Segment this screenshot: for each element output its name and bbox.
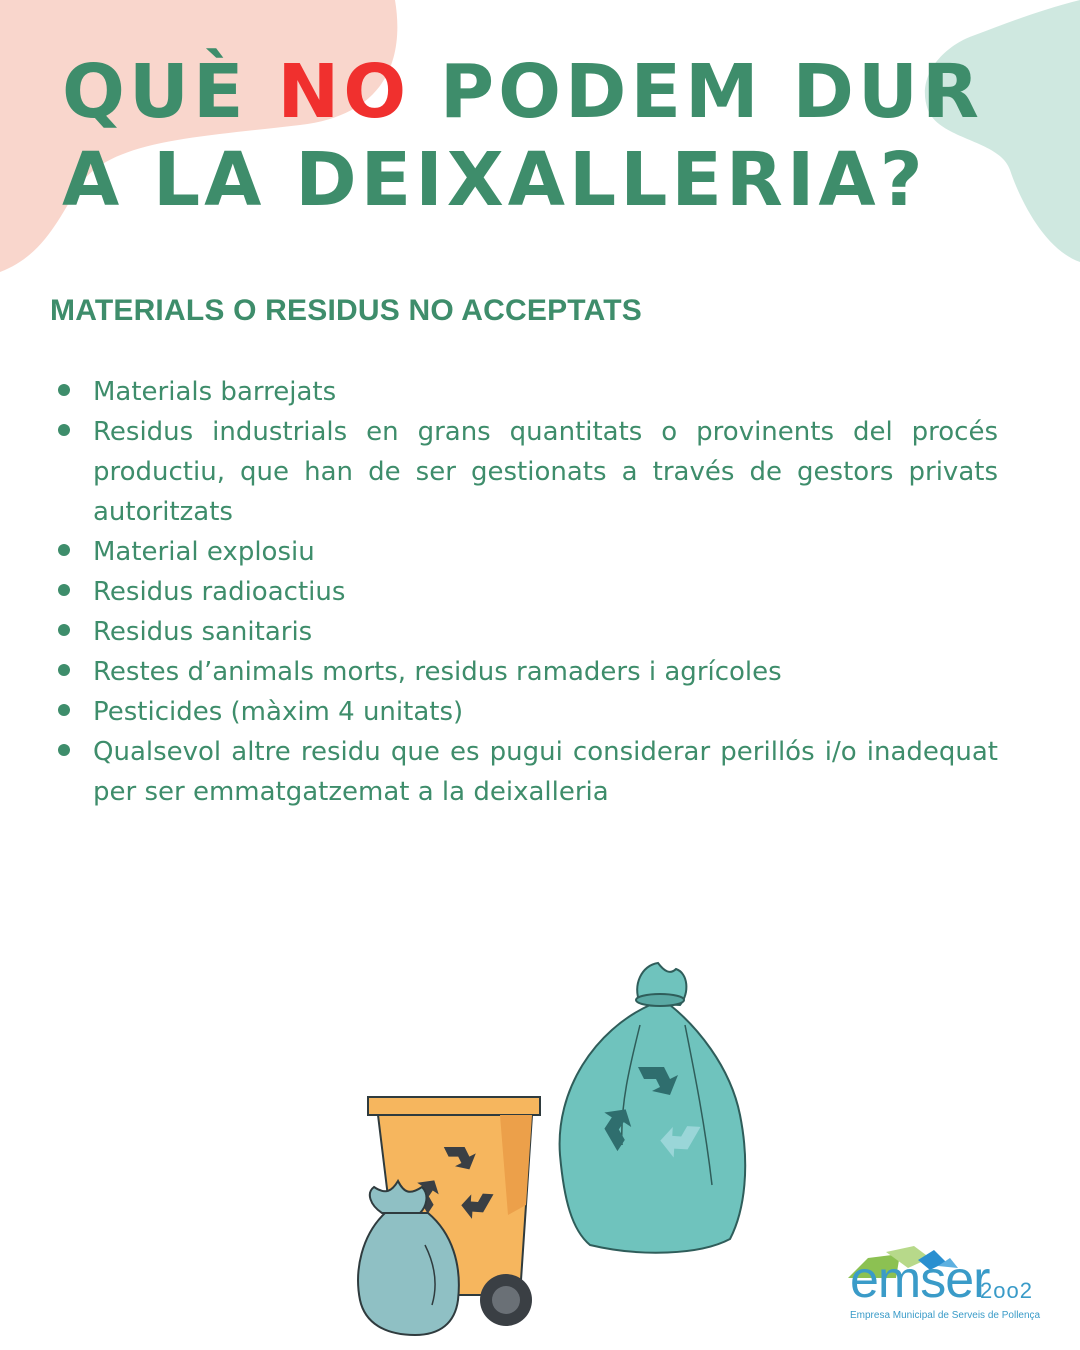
list-item-text: Restes d’animals morts, residus ramaders i agrícoles xyxy=(93,657,782,687)
list-item-text: Qualsevol altre residu que es pugui considerar perillós i/o inadequat per ser emmatgatzemat a la deixalleria xyxy=(93,737,998,807)
list-item-text: Residus sanitaris xyxy=(93,617,313,647)
title-text-podem-dur: PODEM DUR xyxy=(410,49,983,135)
list-item xyxy=(58,732,998,812)
logo-wordmark: emser xyxy=(850,1251,990,1309)
list-item xyxy=(58,692,998,732)
list-item-text: Residus radioactius xyxy=(93,577,346,607)
rejected-materials-list xyxy=(58,372,998,812)
list-item-text: Residus industrials en grans quantitats o provinents del procés productiu, que han de ser gestionats a través de gestors privats autoritzats xyxy=(93,417,998,527)
emser-logo xyxy=(838,1240,1048,1330)
recycling-illustration xyxy=(340,955,760,1345)
title-accent-no: NO xyxy=(277,49,411,135)
bullet-icon xyxy=(58,424,70,436)
list-item xyxy=(58,612,998,652)
page-title xyxy=(62,48,983,224)
bullet-icon xyxy=(58,384,70,396)
bullet-icon xyxy=(58,744,70,756)
bullet-icon xyxy=(58,584,70,596)
list-item xyxy=(58,652,998,692)
title-line-2: A LA DEIXALLERIA? xyxy=(62,137,927,223)
list-item-text: Materials barrejats xyxy=(93,377,337,407)
bullet-icon xyxy=(58,624,70,636)
list-item xyxy=(58,372,998,412)
title-text-que: QUÈ xyxy=(62,49,278,135)
list-item xyxy=(58,532,998,572)
list-item-text: Material explosiu xyxy=(93,537,315,567)
garbage-bag-icon xyxy=(560,963,746,1253)
title-line-1 xyxy=(62,49,983,135)
list-item-text: Pesticides (màxim 4 unitats) xyxy=(93,697,464,727)
bullet-icon xyxy=(58,544,70,556)
logo-year: 2oo2 xyxy=(980,1278,1033,1303)
section-title: MATERIALS O RESIDUS NO ACCEPTATS xyxy=(50,294,642,327)
bullet-icon xyxy=(58,664,70,676)
bullet-icon xyxy=(58,704,70,716)
list-item xyxy=(58,572,998,612)
list-item xyxy=(58,412,998,532)
logo-tagline: Empresa Municipal de Serveis de Pollença xyxy=(850,1310,1041,1321)
